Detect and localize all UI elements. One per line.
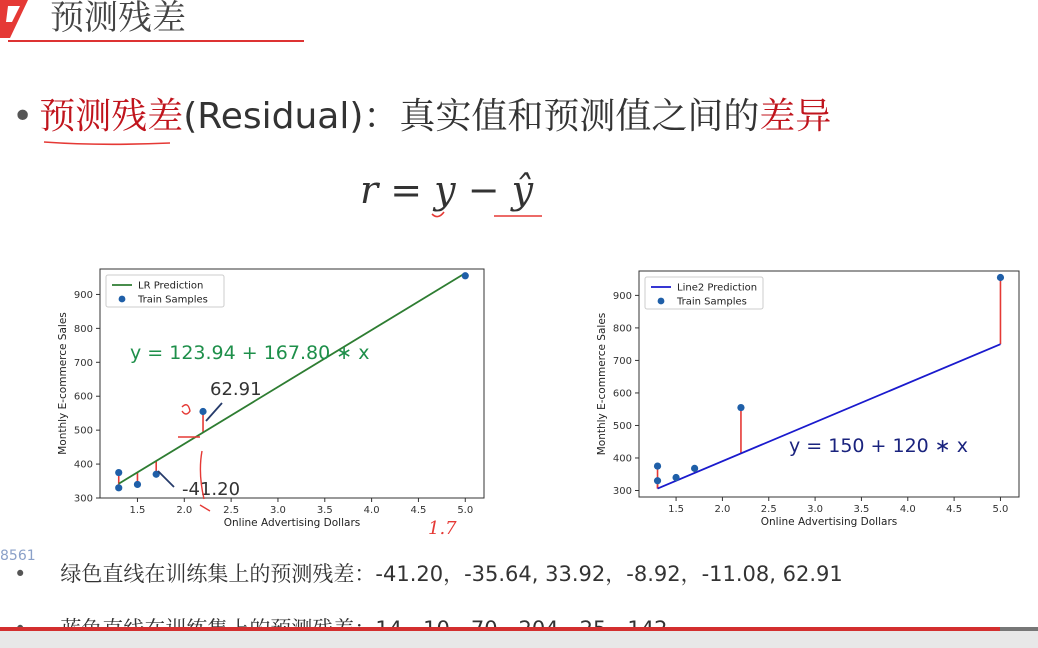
train-sample-point [115, 484, 122, 491]
regression-equation: y = 150 + 120 ∗ x [789, 435, 969, 457]
train-sample-point [115, 469, 122, 476]
train-sample-point [654, 477, 661, 484]
x-tick-label: 4.5 [946, 504, 963, 515]
y-tick-label: 500 [612, 420, 632, 432]
main-bullet [12, 95, 831, 139]
handwritten-note: 1.7 [428, 518, 457, 539]
footer-gray-rule [1000, 627, 1038, 631]
title-underline [8, 40, 304, 42]
x-tick-label: 2.5 [223, 505, 240, 516]
legend-point-swatch [119, 296, 126, 303]
x-axis-label: Online Advertising Dollars [223, 517, 361, 529]
y-tick-label: 800 [73, 323, 93, 335]
x-tick-label: 4.5 [410, 505, 427, 516]
bullet-term: 预测残差 [39, 96, 184, 137]
x-tick-label: 1.5 [668, 504, 685, 515]
x-tick-label: 5.0 [457, 505, 474, 516]
logo-icon [0, 0, 40, 40]
legend-point-label: Train Samples [138, 294, 208, 306]
x-tick-label: 3.5 [316, 505, 333, 516]
footer-red-rule [0, 627, 1000, 631]
green-residuals-text: 绿色直线在训练集上的预测残差：-41.20，-35.64, 33.92，-8.92，-11.08, 62.91 [60, 562, 843, 586]
train-sample-point [997, 274, 1004, 281]
line2-chart [595, 265, 1035, 544]
legend-line-label: LR Prediction [138, 280, 204, 292]
regression-equation: y = 123.94 + 167.80 ∗ x [130, 342, 370, 364]
train-sample-point [691, 465, 698, 472]
y-tick-label: 700 [73, 357, 93, 369]
list-dot: • [14, 562, 27, 586]
y-axis-label: Monthly E-commerce Sales [57, 312, 69, 455]
x-tick-label: 1.5 [129, 505, 146, 516]
x-tick-label: 4.0 [363, 505, 380, 516]
residual-annotation: -41.20 [182, 479, 241, 500]
y-tick-label: 400 [73, 459, 93, 471]
green-residuals-item [14, 558, 843, 588]
x-tick-label: 3.5 [853, 504, 870, 515]
x-tick-label: 4.0 [899, 504, 916, 515]
y-tick-label: 600 [612, 388, 632, 400]
residual-formula: r = y − ŷ [360, 168, 534, 212]
train-sample-point [672, 474, 679, 481]
y-tick-label: 300 [612, 485, 632, 497]
x-tick-label: 3.0 [807, 504, 824, 515]
y-tick-label: 400 [612, 453, 632, 465]
x-tick-label: 2.0 [176, 505, 193, 516]
x-tick-label: 3.0 [269, 505, 286, 516]
residual-annotation: 62.91 [210, 379, 262, 400]
y-tick-label: 700 [612, 355, 632, 367]
x-tick-label: 2.0 [714, 504, 731, 515]
train-sample-point [134, 481, 141, 488]
legend-point-label: Train Samples [677, 296, 747, 308]
y-axis-label: Monthly E-commerce Sales [596, 312, 608, 456]
bullet-highlight: 差异 [759, 96, 832, 137]
bullet-dot: • [12, 96, 34, 137]
side-number: 8561 [0, 548, 36, 564]
x-tick-label: 2.5 [760, 504, 777, 515]
y-tick-label: 600 [73, 391, 93, 403]
x-axis-label: Online Advertising Dollars [760, 516, 898, 528]
bullet-text: (Residual)：真实值和预测值之间的 [183, 96, 760, 137]
y-tick-label: 800 [612, 323, 632, 335]
y-tick-label: 900 [612, 290, 632, 302]
y-tick-label: 500 [73, 425, 93, 437]
footer-bar [0, 628, 1038, 648]
lr-chart [50, 265, 510, 544]
legend-point-swatch [658, 298, 665, 305]
train-sample-point [737, 404, 744, 411]
y-tick-label: 900 [73, 289, 93, 301]
train-sample-point [654, 463, 661, 470]
x-tick-label: 5.0 [992, 504, 1009, 515]
legend-line-label: Line2 Prediction [677, 282, 758, 294]
train-sample-point [462, 272, 469, 279]
slide-title: 预测残差 [50, 0, 186, 38]
y-tick-label: 300 [73, 493, 93, 505]
train-sample-point [199, 408, 206, 415]
